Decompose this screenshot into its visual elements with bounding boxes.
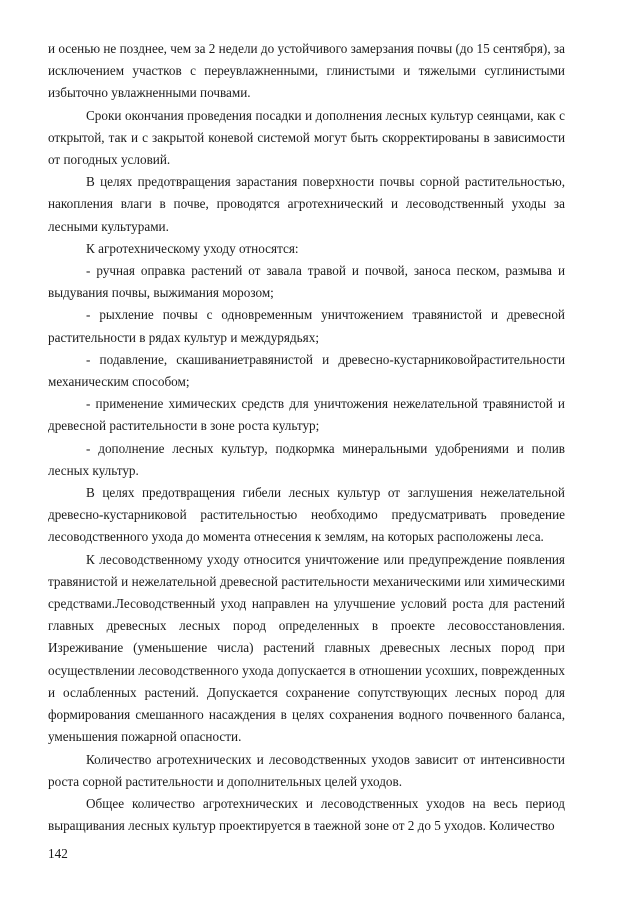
page-body xyxy=(48,38,565,837)
paragraph: В целях предотвращения гибели лесных культур от заглушения нежелательной древесно-кустарниковой растительностью необходимо предусматривать проведение лесоводственного ухода до момента отнесения к землям, на которых расположены леса. xyxy=(48,485,565,545)
paragraph: Количество агротехнических и лесоводственных уходов зависит от интенсивности роста сорной растительности и дополнительных целей уходов. xyxy=(48,751,565,789)
paragraph: Сроки окончания проведения посадки и дополнения лесных культур сеянцами, как с открытой, так и с закрытой коневой системой могут быть скорректированы в зависимости от погодных условий. xyxy=(48,107,565,168)
list-item: - ручная оправка растений от завала травой и почвой, заноса песком, размыва и выдувания почвы, выжимания морозом; xyxy=(48,263,565,301)
paragraph: К лесоводственному уходу относится уничтожение или предупреждение появления травянистой и нежелательной древесной растительности механическими или химическими средствами.Лесоводственный уход направлен на улучшение условий роста для растений главных древесных лесных пород определенных в проекте лесовосстановления. Изреживание (уменьшение числа) растений главных древесных лесных пород при осуществлении лесоводственного ухода допускается в отношении усохших, поврежденных и ослабленных растений. Допускается сохранение сопутствующих лесных пород для формирования смешанного насаждения в целях сохранения водного почвенного баланса, уменьшения пожарной опасности. xyxy=(48,551,565,745)
list-item: - дополнение лесных культур, подкормка минеральными удобрениями и полив лесных культур. xyxy=(48,440,565,478)
paragraph: В целях предотвращения зарастания поверхности почвы сорной растительностью, накопления влаги в почве, проводятся агротехнический и лесоводственный уходы за лесными культурами. xyxy=(48,174,565,234)
list-item: - рыхление почвы с одновременным уничтожением травянистой и древесной растительности в рядах культур и междурядьях; xyxy=(48,307,565,345)
paragraph: и осенью не позднее, чем за 2 недели до устойчивого замерзания почвы (до 15 сентября), за исключением участков с переувлажненными, глинистыми и тяжелыми суглинистыми избыточно увлажненными почвами. xyxy=(48,41,565,101)
page-number: 142 xyxy=(48,846,68,861)
list-item: - подавление, скашиваниетравянистой и древесно-кустарниковойрастительности механическим способом; xyxy=(48,351,565,390)
paragraph: Общее количество агротехнических и лесоводственных уходов на весь период выращивания лесных культур проектируется в таежной зоне от 2 до 5 уходов. Количество xyxy=(48,795,565,834)
paragraph: К агротехническому уходу относятся: xyxy=(86,240,299,256)
list-item: - применение химических средств для уничтожения нежелательной травянистой и древесной растительности в зоне роста культур; xyxy=(48,396,565,434)
